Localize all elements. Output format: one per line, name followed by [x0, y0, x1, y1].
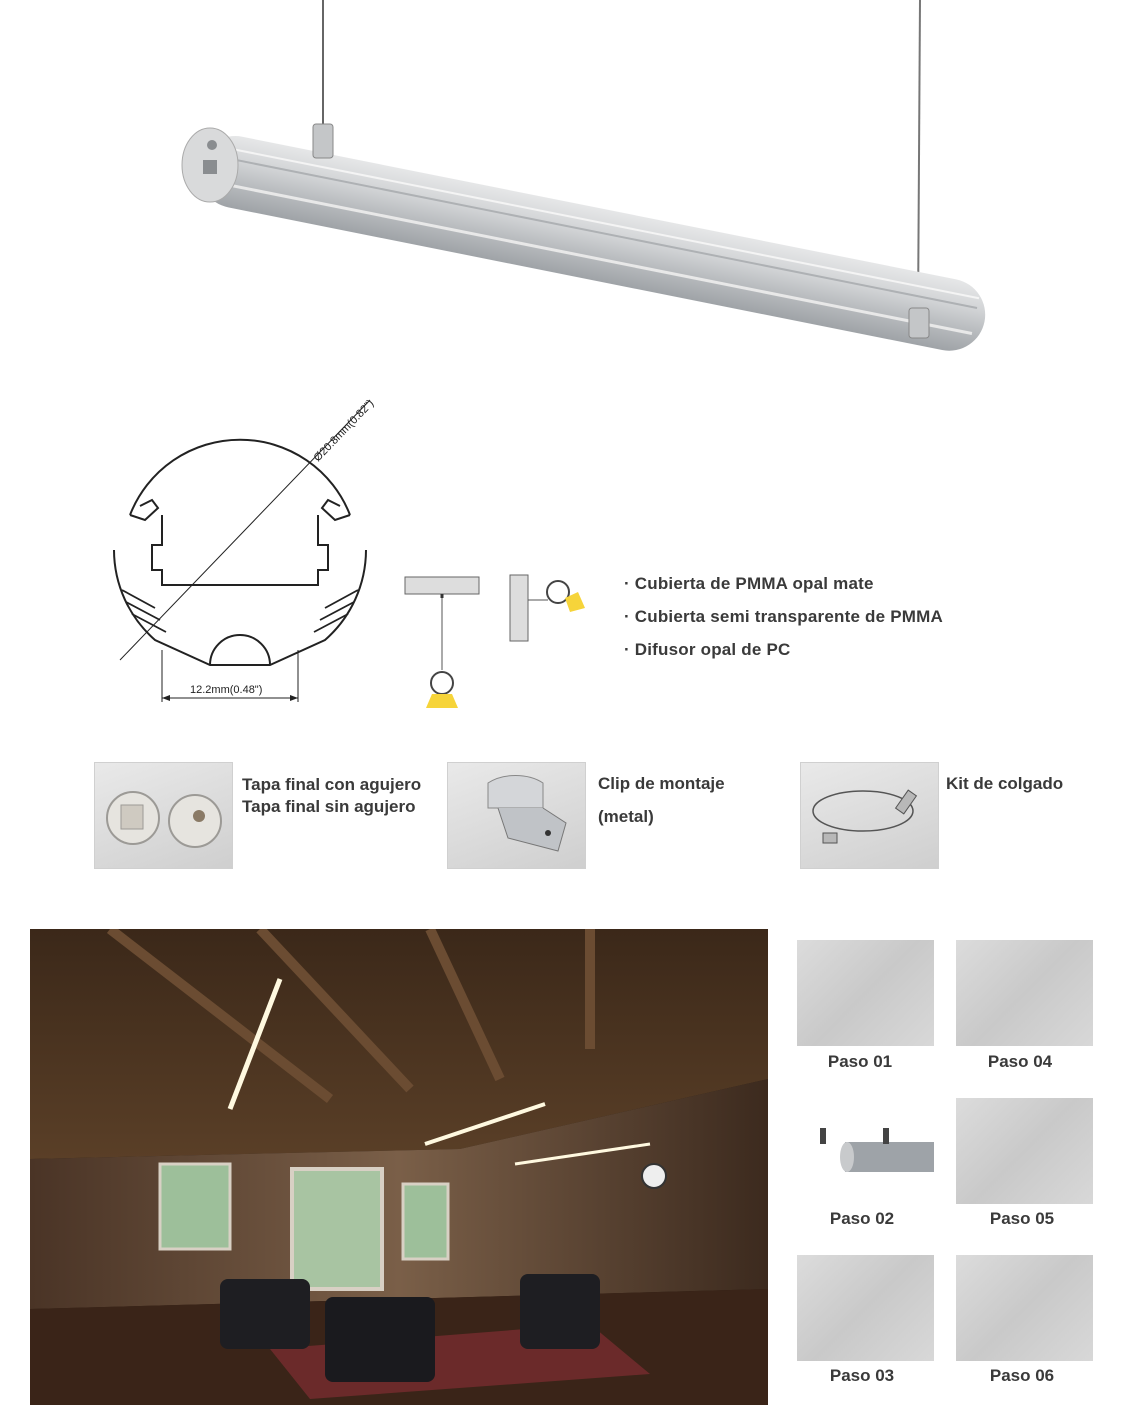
mounting-schematic	[400, 570, 590, 715]
step-02-image	[797, 1098, 934, 1204]
width-dimension-label: 12.2mm(0.48")	[190, 684, 263, 696]
step-06-image	[956, 1255, 1093, 1361]
accessory-clip-label-1: Clip de montaje	[598, 774, 725, 793]
step-01-label: Paso 01	[827, 1052, 893, 1071]
accessory-end-cap-label-1: Tapa final con agujero	[242, 775, 422, 794]
accessory-hanging-kit-label: Kit de colgado	[946, 774, 1064, 793]
feature-item-2: · Cubierta semi transparente de PMMA	[624, 607, 943, 626]
step-05-image	[956, 1098, 1093, 1204]
accessory-clip-label-2: (metal)	[598, 807, 654, 826]
hanging-kit-icon	[800, 762, 939, 869]
aluminum-profile-tube	[193, 130, 992, 357]
step-03-label: Paso 03	[829, 1366, 895, 1385]
step-03-image	[797, 1255, 934, 1361]
cross-section-drawing	[100, 380, 400, 710]
step-06-label: Paso 06	[989, 1366, 1055, 1385]
step-05-label: Paso 05	[989, 1209, 1055, 1228]
step-01-image	[797, 940, 934, 1046]
step-04-label: Paso 04	[987, 1052, 1053, 1071]
feature-item-3: · Difusor opal de PC	[624, 640, 791, 659]
accessory-end-cap-label-2: Tapa final sin agujero	[242, 797, 416, 816]
cable-gripper-left	[313, 124, 333, 158]
diameter-dimension-label: Ø20.8mm(0.82")	[311, 397, 377, 465]
interior-application-photo	[30, 929, 768, 1405]
feature-item-1: · Cubierta de PMMA opal mate	[624, 574, 874, 593]
step-02-label: Paso 02	[829, 1209, 895, 1228]
mounting-clip-icon	[447, 762, 586, 869]
end-cap-icon	[94, 762, 233, 869]
hero-profile-image	[0, 0, 1124, 420]
cable-gripper-right	[909, 308, 929, 338]
step-04-image	[956, 940, 1093, 1046]
suspension-cable-right	[918, 0, 920, 315]
